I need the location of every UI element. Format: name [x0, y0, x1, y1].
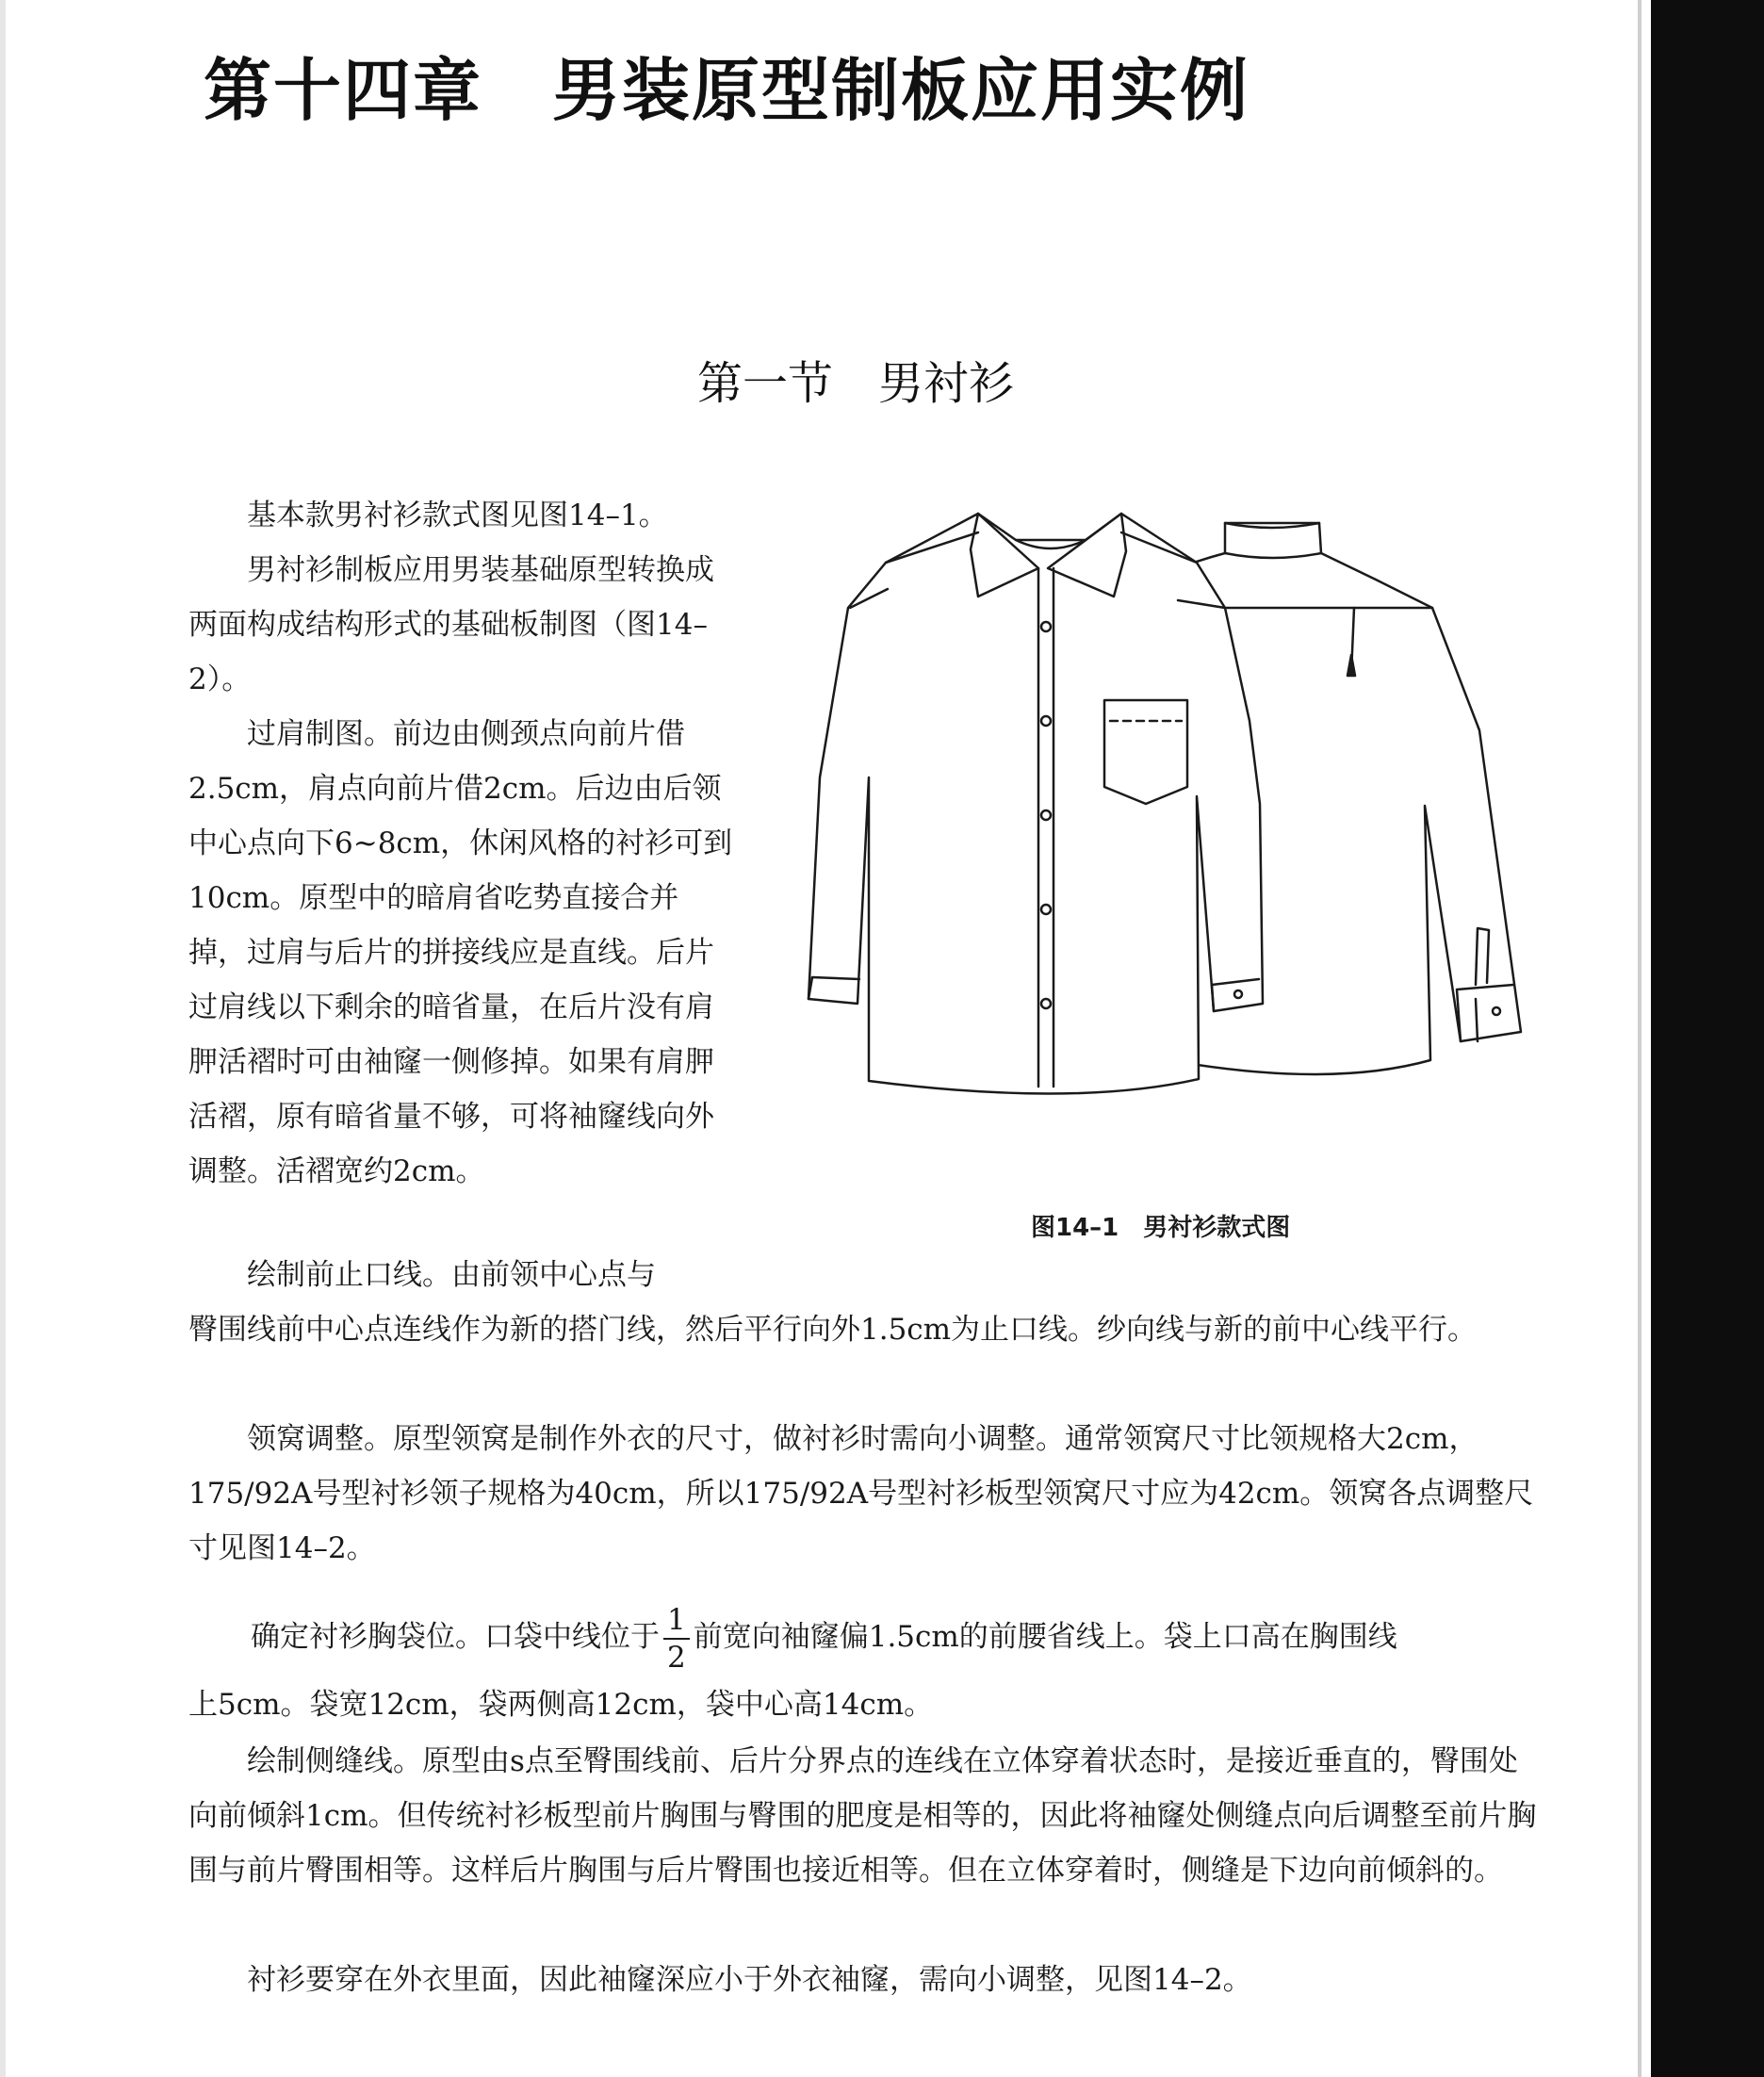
shirt-front-view [808, 514, 1263, 1094]
section-title: 第一节 男衬衫 [697, 357, 1015, 410]
figure-caption: 图14–1 男衬衫款式图 [1031, 1214, 1291, 1242]
paragraph-pocket-line [188, 1595, 1608, 1679]
pocket-text-after: 前宽向袖窿偏1.5cm的前腰省线上。袋上口高在胸围线 [693, 1620, 1397, 1654]
paragraph-pocket-cont: 上5cm。袋宽12cm，袋两侧高12cm，袋中心高14cm。 [188, 1688, 934, 1722]
scan-right-edge [1651, 0, 1764, 2077]
fraction-numerator: 1 [663, 1602, 690, 1640]
paragraph-yoke: 过肩制图。前边由侧颈点向前片借2.5cm，肩点向前片借2cm。后边由后领中心点向下6~8cm，休闲风格的衬衫可到10cm。原型中的暗肩省吃势直接合并掉，过肩与后片的拼接线应是直线。后片过肩线以下剩余的暗省量，在后片没有肩胛活褶时可由袖窿一侧修掉。如果有肩胛活褶，原有暗省量不够，可将袖窿线向外调整。活褶宽约2cm。 [188, 717, 733, 1188]
pocket-text-before: 确定衬衫胸袋位。口袋中线位于 [251, 1620, 660, 1654]
fraction-denominator: 2 [667, 1640, 686, 1675]
fraction-one-half [663, 1602, 690, 1676]
paragraph-armhole: 衬衫要穿在外衣里面，因此袖窿深应小于外衣袖窿，需向小调整，见图14–2。 [247, 1963, 1252, 1997]
chapter-title: 第十四章 男装原型制板应用实例 [204, 51, 1250, 130]
scan-left-edge [0, 0, 6, 2077]
paragraph-placket-start: 绘制前止口线。由前领中心点与 [247, 1258, 656, 1292]
paragraph-side-seam: 绘制侧缝线。原型由s点至臀围线前、后片分界点的连线在立体穿着状态时，是接近垂直的，臀围处向前倾斜1cm。但传统衬衫板型前片胸围与臀围的肥度是相等的，因此将袖窿处侧缝点向后调整至前片胸围与前片臀围相等。这样后片胸围与后片臀围也接近相等。但在立体穿着时，侧缝是下边向前倾斜的。 [188, 1744, 1537, 1888]
mens-shirt-icon [801, 495, 1536, 1136]
figure-shirt-drawing [801, 495, 1536, 1136]
paragraph-neckline: 领窝调整。原型领窝是制作外衣的尺寸，做衬衫时需向小调整。通常领窝尺寸比领规格大2cm，175/92A号型衬衫领子规格为40cm，所以175/92A号型衬衫板型领窝尺寸应为42cm。领窝各点调整尺寸见图14–2。 [188, 1422, 1534, 1565]
scan-gutter-line [1638, 0, 1642, 2077]
paragraph-placket-cont: 臀围线前中心点连线作为新的搭门线，然后平行向外1.5cm为止口线。纱向线与新的前中心线平行。 [188, 1313, 1478, 1347]
paragraph-intro: 基本款男衬衫款式图见图14–1。 [247, 499, 668, 532]
paragraph-base-pattern: 男衬衫制板应用男装基础原型转换成两面构成结构形式的基础板制图（图14–2）。 [188, 553, 714, 696]
